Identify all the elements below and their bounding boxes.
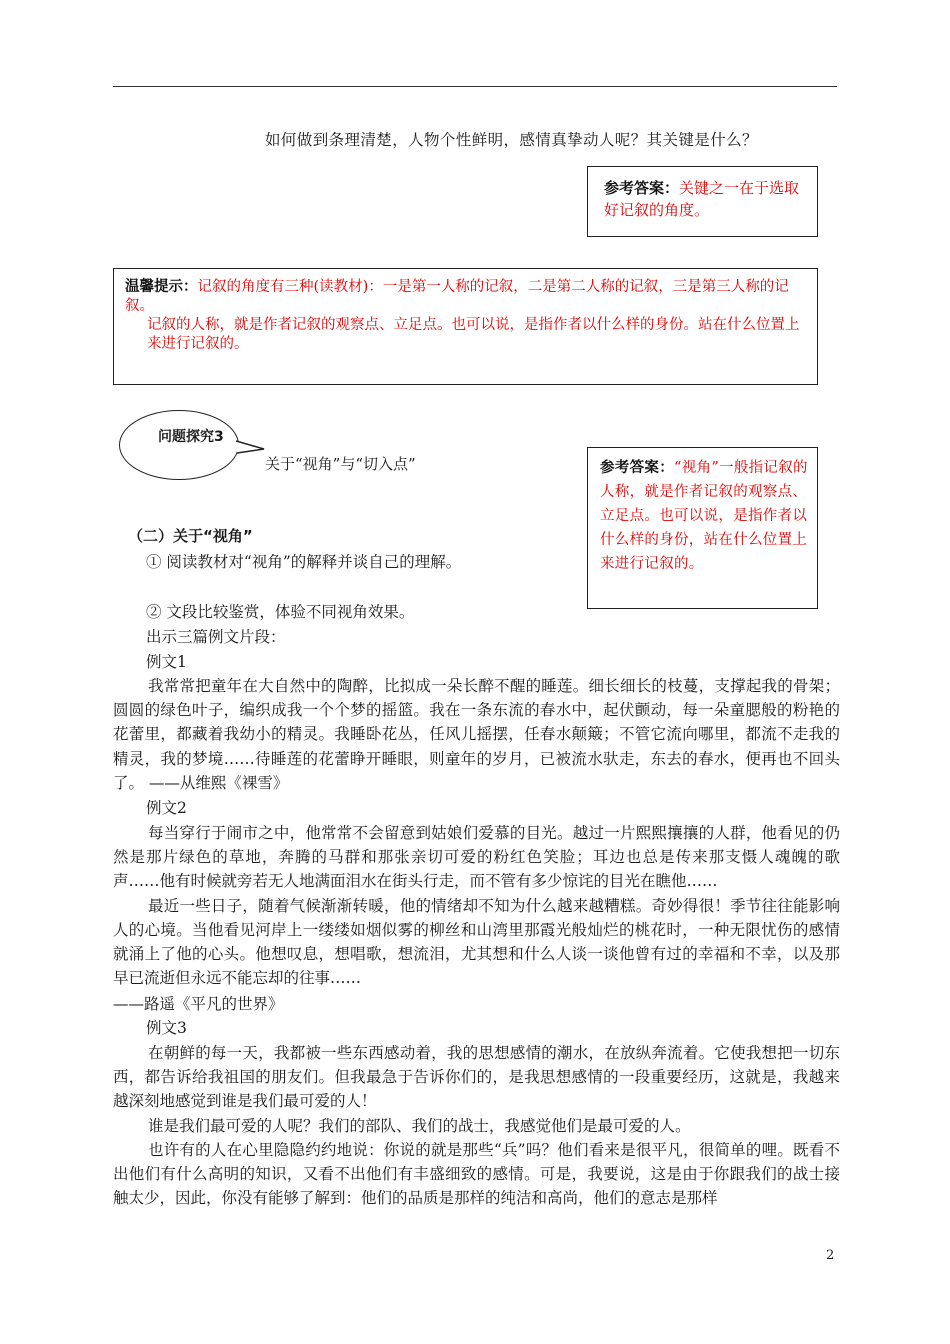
intro-question: 如何做到条理清楚，人物个性鲜明，感情真挚动人呢？其关键是什么？ xyxy=(265,131,758,149)
step-2: ② 文段比较鉴赏，体验不同视角效果。 xyxy=(146,603,415,621)
example-1-body xyxy=(113,674,840,795)
section-heading: （二）关于“视角” xyxy=(128,527,253,545)
example-paragraph: 在朝鲜的每一天，我都被一些东西感动着，我的思想感情的潮水，在放纵奔流着。它使我想把一切东西，都告诉给我祖国的朋友们。但我最急于告诉你们的，是我思想感情的一段重要经历，这就是，我越来越深刻地感觉到谁是我们最可爱的人！ xyxy=(113,1044,840,1111)
answer-box-2 xyxy=(587,447,818,609)
example-paragraph: 最近一些日子，随着气候渐渐转暖，他的情绪却不知为什么越来越糟糕。奇妙得很！季节往往能影响人的心境。当他看见河岸上一缕缕如烟似雾的柳丝和山湾里那霞光般灿烂的桃花时，一种无限忧伤的感情就涌上了他的心头。他想叹息，想唱歌，想流泪，尤其想和什么人谈一谈他曾有过的幸福和不幸，以及那早已流逝但永远不能忘却的往事…… xyxy=(113,896,840,988)
example-2-source: ——路遥《平凡的世界》 xyxy=(113,995,284,1013)
tip-line-1: 记叙的角度有三种(读教材)：一是第一人称的记叙，二是第二人称的记叙，三是第三人称的记叙。 xyxy=(125,279,789,314)
header-rule xyxy=(113,86,837,87)
oval-callout-tail xyxy=(236,440,266,456)
example-label-3: 例文3 xyxy=(146,1019,187,1037)
answer-box-1 xyxy=(587,166,818,237)
show-text: 出示三篇例文片段： xyxy=(146,628,286,646)
inquiry-label: 问题探究3 xyxy=(158,429,224,445)
example-2-body xyxy=(113,821,840,990)
example-paragraph: 每当穿行于闹市之中，他常常不会留意到姑娘们爱慕的目光。越过一片熙熙攘攘的人群，他看见的仍然是那片绿色的草地，奔腾的马群和那张亲切可爱的粉红色笑脸；耳边也总是传来那支慑人魂魄的歌声……他有时候就旁若无人地满面泪水在街头行走，而不管有多少惊诧的目光在瞧他…… xyxy=(113,824,840,891)
page-number: 2 xyxy=(826,1248,835,1263)
example-label-1: 例文1 xyxy=(146,653,187,671)
example-3-body xyxy=(113,1041,840,1210)
tip-label: 温馨提示： xyxy=(125,279,198,295)
example-paragraph: 我常常把童年在大自然中的陶醉，比拟成一朵长醉不醒的睡莲。细长细长的枝蔓，支撑起我的骨架；圆圆的绿色叶子，编织成我一个个梦的摇篮。我在一条东流的春水中，起伏颤动，每一朵童腮般的粉艳的花蕾里，都藏着我幼小的精灵。我睡卧花丛，任风儿摇摆，任春水颠簸；不管它流向哪里，都流不走我的精灵，我的梦境……待睡莲的花蕾睁开睡眼，则童年的岁月，已被流水驮走，东去的春水，便再也不回头了。 ——从维熙《裸雪》 xyxy=(113,677,840,792)
answer-label: 参考答案： xyxy=(604,179,680,197)
inquiry-subtitle: 关于“视角”与“切入点” xyxy=(265,455,416,473)
step-1: ① 阅读教材对“视角”的解释并谈自己的理解。 xyxy=(146,553,462,571)
answer-text: 关键之一在于选取好记叙的角度。 xyxy=(604,179,800,219)
tip-box xyxy=(113,268,818,385)
example-paragraph: 谁是我们最可爱的人呢？我们的部队、我们的战士，我感觉他们是最可爱的人。 xyxy=(148,1116,691,1135)
tip-line-2: 记叙的人称，就是作者记叙的观察点、立足点。也可以说，是指作者以什么样的身份。站在什么位置上来进行记叙的。 xyxy=(147,317,800,352)
answer-label-2: 参考答案： xyxy=(600,460,674,476)
example-paragraph: 也许有的人在心里隐隐约约地说：你说的就是那些“兵”吗？他们看来是很平凡，很简单的哩。既看不出他们有什么高明的知识，又看不出他们有丰盛细致的感情。可是，我要说，这是由于你跟我们的战士接触太少，因此，你没有能够了解到：他们的品质是那样的纯洁和高尚，他们的意志是那样 xyxy=(113,1140,840,1208)
example-label-2: 例文2 xyxy=(146,799,187,817)
answer-text-2: “视角”一般指记叙的人称，就是作者记叙的观察点、立足点。也可以说，是指作者以什么样的身份，站在什么位置上来进行记叙的。 xyxy=(600,460,808,572)
